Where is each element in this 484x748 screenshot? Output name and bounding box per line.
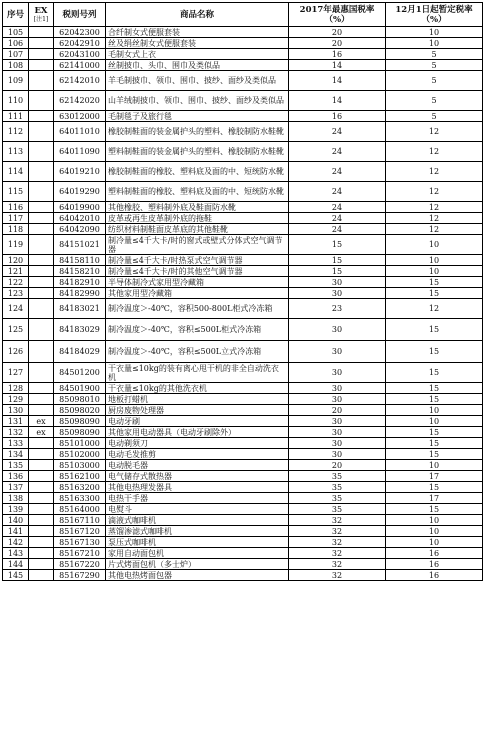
table-row bbox=[3, 162, 483, 182]
row-rate-new: 12 bbox=[386, 213, 483, 224]
row-number: 139 bbox=[3, 504, 29, 515]
row-tariff-code: 85167220 bbox=[54, 559, 106, 570]
row-ex-flag bbox=[29, 570, 54, 581]
row-ex-flag bbox=[29, 142, 54, 162]
row-product-name: 制冷量≤4千大卡/时的窗式或壁式分体式空气调节器 bbox=[106, 235, 289, 255]
row-rate-2017: 15 bbox=[289, 266, 386, 277]
row-number: 131 bbox=[3, 416, 29, 427]
row-rate-2017: 32 bbox=[289, 537, 386, 548]
row-number: 136 bbox=[3, 471, 29, 482]
row-number: 111 bbox=[3, 111, 29, 122]
row-product-name: 电动脱毛器 bbox=[106, 460, 289, 471]
row-product-name: 电动剃须刀 bbox=[106, 438, 289, 449]
row-rate-new: 5 bbox=[386, 60, 483, 71]
row-product-name: 地板打蜡机 bbox=[106, 394, 289, 405]
row-rate-new: 5 bbox=[386, 71, 483, 91]
row-ex-flag bbox=[29, 71, 54, 91]
row-rate-new: 10 bbox=[386, 405, 483, 416]
row-product-name: 滴液式咖啡机 bbox=[106, 515, 289, 526]
row-tariff-code: 64011090 bbox=[54, 142, 106, 162]
row-product-name: 电动毛发推剪 bbox=[106, 449, 289, 460]
row-product-name: 纺织材料制鞋面皮革底的其他鞋靴 bbox=[106, 224, 289, 235]
row-rate-2017: 15 bbox=[289, 255, 386, 266]
table-row bbox=[3, 122, 483, 142]
row-rate-new: 12 bbox=[386, 299, 483, 319]
row-rate-new: 12 bbox=[386, 224, 483, 235]
table-row bbox=[3, 341, 483, 363]
row-tariff-code: 85167110 bbox=[54, 515, 106, 526]
row-number: 116 bbox=[3, 202, 29, 213]
row-rate-new: 12 bbox=[386, 142, 483, 162]
header-ex bbox=[29, 3, 54, 27]
row-rate-2017: 20 bbox=[289, 405, 386, 416]
row-product-name: 橡胶制鞋面的装金属护头的塑料、橡胶制防水鞋靴 bbox=[106, 122, 289, 142]
row-rate-2017: 32 bbox=[289, 526, 386, 537]
table-row bbox=[3, 548, 483, 559]
row-rate-2017: 15 bbox=[289, 235, 386, 255]
header-rate-2017: 2017年最惠国税率（%） bbox=[289, 3, 386, 27]
table-row bbox=[3, 266, 483, 277]
table-row bbox=[3, 71, 483, 91]
row-rate-2017: 32 bbox=[289, 570, 386, 581]
row-product-name: 其他电热理发器具 bbox=[106, 482, 289, 493]
row-rate-new: 16 bbox=[386, 559, 483, 570]
table-row bbox=[3, 526, 483, 537]
table-row bbox=[3, 49, 483, 60]
row-rate-new: 12 bbox=[386, 162, 483, 182]
row-rate-new: 15 bbox=[386, 394, 483, 405]
table-row bbox=[3, 319, 483, 341]
row-product-name: 制冷温度＞-40℃，容积500-800L柜式冷冻箱 bbox=[106, 299, 289, 319]
row-number: 144 bbox=[3, 559, 29, 570]
row-product-name: 丝及绢丝制女式便服套装 bbox=[106, 38, 289, 49]
row-product-name: 干衣量≤10kg的其他洗衣机 bbox=[106, 383, 289, 394]
row-rate-new: 10 bbox=[386, 416, 483, 427]
row-product-name: 电熨斗 bbox=[106, 504, 289, 515]
row-ex-flag bbox=[29, 49, 54, 60]
row-rate-new: 12 bbox=[386, 182, 483, 202]
row-ex-flag bbox=[29, 255, 54, 266]
row-number: 119 bbox=[3, 235, 29, 255]
table-row bbox=[3, 213, 483, 224]
row-tariff-code: 85102000 bbox=[54, 449, 106, 460]
row-tariff-code: 64019290 bbox=[54, 182, 106, 202]
row-tariff-code: 84184029 bbox=[54, 341, 106, 363]
row-product-name: 毛制女式上衣 bbox=[106, 49, 289, 60]
row-tariff-code: 85167290 bbox=[54, 570, 106, 581]
table-row bbox=[3, 111, 483, 122]
row-tariff-code: 85167120 bbox=[54, 526, 106, 537]
row-rate-2017: 30 bbox=[289, 416, 386, 427]
table-row bbox=[3, 277, 483, 288]
row-number: 130 bbox=[3, 405, 29, 416]
table-row bbox=[3, 405, 483, 416]
table-row bbox=[3, 394, 483, 405]
row-tariff-code: 85167130 bbox=[54, 537, 106, 548]
table-row bbox=[3, 460, 483, 471]
row-tariff-code: 84501200 bbox=[54, 363, 106, 383]
row-ex-flag bbox=[29, 394, 54, 405]
row-number: 141 bbox=[3, 526, 29, 537]
row-rate-new: 12 bbox=[386, 122, 483, 142]
row-rate-new: 16 bbox=[386, 570, 483, 581]
row-rate-new: 10 bbox=[386, 235, 483, 255]
row-rate-2017: 24 bbox=[289, 162, 386, 182]
row-rate-new: 15 bbox=[386, 383, 483, 394]
row-ex-flag bbox=[29, 38, 54, 49]
row-ex-flag: ex bbox=[29, 416, 54, 427]
header-ex-label: EX bbox=[34, 6, 48, 16]
row-number: 122 bbox=[3, 277, 29, 288]
row-ex-flag: ex bbox=[29, 427, 54, 438]
row-ex-flag bbox=[29, 122, 54, 142]
row-number: 117 bbox=[3, 213, 29, 224]
row-rate-new: 15 bbox=[386, 277, 483, 288]
row-rate-2017: 20 bbox=[289, 460, 386, 471]
row-tariff-code: 63012000 bbox=[54, 111, 106, 122]
row-number: 134 bbox=[3, 449, 29, 460]
row-ex-flag bbox=[29, 91, 54, 111]
row-rate-new: 17 bbox=[386, 493, 483, 504]
row-rate-new: 10 bbox=[386, 515, 483, 526]
row-product-name: 片式烤面包机（多士炉） bbox=[106, 559, 289, 570]
row-number: 132 bbox=[3, 427, 29, 438]
row-number: 125 bbox=[3, 319, 29, 341]
table-row bbox=[3, 299, 483, 319]
row-number: 115 bbox=[3, 182, 29, 202]
row-number: 112 bbox=[3, 122, 29, 142]
row-ex-flag bbox=[29, 111, 54, 122]
row-rate-new: 15 bbox=[386, 341, 483, 363]
row-ex-flag bbox=[29, 162, 54, 182]
table-row bbox=[3, 383, 483, 394]
table-row bbox=[3, 482, 483, 493]
row-tariff-code: 84158110 bbox=[54, 255, 106, 266]
row-rate-new: 5 bbox=[386, 49, 483, 60]
row-rate-new: 15 bbox=[386, 427, 483, 438]
row-rate-2017: 30 bbox=[289, 394, 386, 405]
row-tariff-code: 85098020 bbox=[54, 405, 106, 416]
row-ex-flag bbox=[29, 266, 54, 277]
row-tariff-code: 64019210 bbox=[54, 162, 106, 182]
row-rate-new: 15 bbox=[386, 449, 483, 460]
row-tariff-code: 62142020 bbox=[54, 91, 106, 111]
row-ex-flag bbox=[29, 449, 54, 460]
row-rate-new: 15 bbox=[386, 319, 483, 341]
row-product-name: 塑料制鞋面的装金属护头的塑料、橡胶制防水鞋靴 bbox=[106, 142, 289, 162]
row-number: 145 bbox=[3, 570, 29, 581]
table-row bbox=[3, 202, 483, 213]
row-product-name: 干衣量≤10kg的装有离心甩干机的非全自动洗衣机 bbox=[106, 363, 289, 383]
header-no: 序号 bbox=[3, 3, 29, 27]
row-product-name: 厨房废物处理器 bbox=[106, 405, 289, 416]
row-product-name: 制冷量≤4千大卡/时的其他空气调节器 bbox=[106, 266, 289, 277]
row-product-name: 制冷温度＞-40℃，容积≤500L立式冷冻箱 bbox=[106, 341, 289, 363]
table-row bbox=[3, 363, 483, 383]
row-rate-2017: 14 bbox=[289, 71, 386, 91]
row-number: 113 bbox=[3, 142, 29, 162]
row-number: 124 bbox=[3, 299, 29, 319]
row-ex-flag bbox=[29, 460, 54, 471]
row-rate-2017: 24 bbox=[289, 202, 386, 213]
row-tariff-code: 64042090 bbox=[54, 224, 106, 235]
row-rate-2017: 30 bbox=[289, 438, 386, 449]
row-number: 128 bbox=[3, 383, 29, 394]
row-rate-2017: 24 bbox=[289, 142, 386, 162]
row-tariff-code: 62042910 bbox=[54, 38, 106, 49]
row-product-name: 蒸馏渗滤式咖啡机 bbox=[106, 526, 289, 537]
row-tariff-code: 64042010 bbox=[54, 213, 106, 224]
row-rate-new: 10 bbox=[386, 526, 483, 537]
row-ex-flag bbox=[29, 537, 54, 548]
row-number: 142 bbox=[3, 537, 29, 548]
header-code: 税则号列 bbox=[54, 3, 106, 27]
header-ex-note: [注1] bbox=[33, 16, 49, 23]
row-tariff-code: 64011010 bbox=[54, 122, 106, 142]
table-row bbox=[3, 515, 483, 526]
row-tariff-code: 85167210 bbox=[54, 548, 106, 559]
table-row bbox=[3, 427, 483, 438]
row-rate-2017: 30 bbox=[289, 288, 386, 299]
row-ex-flag bbox=[29, 438, 54, 449]
row-rate-2017: 30 bbox=[289, 363, 386, 383]
row-number: 121 bbox=[3, 266, 29, 277]
row-product-name: 其他橡胶、塑料制外底及鞋面防水靴 bbox=[106, 202, 289, 213]
row-number: 108 bbox=[3, 60, 29, 71]
table-row bbox=[3, 570, 483, 581]
row-product-name: 制冷量≤4千大卡/时热泵式空气调节器 bbox=[106, 255, 289, 266]
row-tariff-code: 62042300 bbox=[54, 27, 106, 38]
row-rate-2017: 24 bbox=[289, 182, 386, 202]
header-row bbox=[3, 3, 483, 27]
row-tariff-code: 64019900 bbox=[54, 202, 106, 213]
row-ex-flag bbox=[29, 277, 54, 288]
row-rate-2017: 35 bbox=[289, 493, 386, 504]
row-rate-2017: 32 bbox=[289, 515, 386, 526]
row-rate-2017: 20 bbox=[289, 27, 386, 38]
row-rate-2017: 16 bbox=[289, 111, 386, 122]
row-rate-2017: 14 bbox=[289, 91, 386, 111]
row-ex-flag bbox=[29, 526, 54, 537]
row-rate-new: 16 bbox=[386, 548, 483, 559]
row-ex-flag bbox=[29, 363, 54, 383]
row-tariff-code: 85164000 bbox=[54, 504, 106, 515]
header-rate-new: 12月1日起暂定税率（%） bbox=[386, 3, 483, 27]
row-ex-flag bbox=[29, 288, 54, 299]
row-rate-2017: 35 bbox=[289, 471, 386, 482]
row-rate-2017: 30 bbox=[289, 427, 386, 438]
row-product-name: 电动牙刷 bbox=[106, 416, 289, 427]
row-tariff-code: 84182990 bbox=[54, 288, 106, 299]
table-row bbox=[3, 438, 483, 449]
row-number: 127 bbox=[3, 363, 29, 383]
row-number: 133 bbox=[3, 438, 29, 449]
row-number: 135 bbox=[3, 460, 29, 471]
row-rate-2017: 30 bbox=[289, 277, 386, 288]
row-ex-flag bbox=[29, 319, 54, 341]
row-rate-2017: 32 bbox=[289, 559, 386, 570]
row-ex-flag bbox=[29, 60, 54, 71]
row-rate-2017: 35 bbox=[289, 482, 386, 493]
row-product-name: 泵压式咖啡机 bbox=[106, 537, 289, 548]
row-ex-flag bbox=[29, 405, 54, 416]
table-row bbox=[3, 182, 483, 202]
row-rate-new: 12 bbox=[386, 202, 483, 213]
table-row bbox=[3, 27, 483, 38]
row-number: 106 bbox=[3, 38, 29, 49]
row-ex-flag bbox=[29, 471, 54, 482]
row-product-name: 塑料制鞋面的橡胶、塑料底及面的中、短统防水靴 bbox=[106, 182, 289, 202]
row-product-name: 家用自动面包机 bbox=[106, 548, 289, 559]
row-number: 109 bbox=[3, 71, 29, 91]
table-row bbox=[3, 449, 483, 460]
row-product-name: 皮革或再生皮革制外底的拖鞋 bbox=[106, 213, 289, 224]
table-row bbox=[3, 235, 483, 255]
row-ex-flag bbox=[29, 202, 54, 213]
row-ex-flag bbox=[29, 383, 54, 394]
row-tariff-code: 85098090 bbox=[54, 427, 106, 438]
row-product-name: 电气储存式散热器 bbox=[106, 471, 289, 482]
row-tariff-code: 85101000 bbox=[54, 438, 106, 449]
row-number: 138 bbox=[3, 493, 29, 504]
row-rate-new: 10 bbox=[386, 255, 483, 266]
row-rate-2017: 24 bbox=[289, 122, 386, 142]
table-row bbox=[3, 91, 483, 111]
table-row bbox=[3, 416, 483, 427]
row-tariff-code: 84182910 bbox=[54, 277, 106, 288]
row-rate-2017: 14 bbox=[289, 60, 386, 71]
row-tariff-code: 85162100 bbox=[54, 471, 106, 482]
row-ex-flag bbox=[29, 224, 54, 235]
row-rate-new: 10 bbox=[386, 460, 483, 471]
row-ex-flag bbox=[29, 182, 54, 202]
row-number: 129 bbox=[3, 394, 29, 405]
row-rate-new: 15 bbox=[386, 504, 483, 515]
row-rate-2017: 30 bbox=[289, 319, 386, 341]
row-rate-2017: 35 bbox=[289, 504, 386, 515]
row-rate-new: 15 bbox=[386, 482, 483, 493]
row-number: 120 bbox=[3, 255, 29, 266]
row-number: 137 bbox=[3, 482, 29, 493]
row-number: 140 bbox=[3, 515, 29, 526]
row-rate-new: 10 bbox=[386, 38, 483, 49]
row-ex-flag bbox=[29, 493, 54, 504]
row-rate-new: 10 bbox=[386, 537, 483, 548]
row-product-name: 山羊绒制披巾、领巾、围巾、披纱、面纱及类似品 bbox=[106, 91, 289, 111]
row-ex-flag bbox=[29, 504, 54, 515]
row-rate-2017: 16 bbox=[289, 49, 386, 60]
row-rate-2017: 23 bbox=[289, 299, 386, 319]
row-tariff-code: 62141000 bbox=[54, 60, 106, 71]
row-product-name: 羊毛制披巾、领巾、围巾、披纱、面纱及类似品 bbox=[106, 71, 289, 91]
table-row bbox=[3, 255, 483, 266]
table-row bbox=[3, 224, 483, 235]
row-tariff-code: 62043100 bbox=[54, 49, 106, 60]
row-tariff-code: 85163300 bbox=[54, 493, 106, 504]
row-rate-new: 5 bbox=[386, 91, 483, 111]
row-rate-2017: 24 bbox=[289, 213, 386, 224]
row-rate-new: 15 bbox=[386, 363, 483, 383]
row-product-name: 丝制披巾、头巾、围巾及类似品 bbox=[106, 60, 289, 71]
table-row bbox=[3, 471, 483, 482]
row-tariff-code: 62142010 bbox=[54, 71, 106, 91]
row-number: 105 bbox=[3, 27, 29, 38]
row-rate-2017: 30 bbox=[289, 341, 386, 363]
row-product-name: 毛制毯子及旅行毯 bbox=[106, 111, 289, 122]
row-ex-flag bbox=[29, 235, 54, 255]
row-number: 126 bbox=[3, 341, 29, 363]
row-product-name: 电热干手器 bbox=[106, 493, 289, 504]
table-row bbox=[3, 537, 483, 548]
row-rate-new: 10 bbox=[386, 27, 483, 38]
row-product-name: 合纤制女式便服套装 bbox=[106, 27, 289, 38]
row-rate-2017: 24 bbox=[289, 224, 386, 235]
row-number: 114 bbox=[3, 162, 29, 182]
table-row bbox=[3, 504, 483, 515]
table-body bbox=[3, 27, 483, 581]
row-product-name: 其他电热烤面包器 bbox=[106, 570, 289, 581]
row-rate-new: 5 bbox=[386, 111, 483, 122]
table-row bbox=[3, 38, 483, 49]
table-row bbox=[3, 142, 483, 162]
row-tariff-code: 84183029 bbox=[54, 319, 106, 341]
row-product-name: 制冷温度＞-40℃，容积≤500L柜式冷冻箱 bbox=[106, 319, 289, 341]
row-number: 118 bbox=[3, 224, 29, 235]
row-ex-flag bbox=[29, 341, 54, 363]
row-rate-new: 17 bbox=[386, 471, 483, 482]
table-row bbox=[3, 60, 483, 71]
row-rate-2017: 20 bbox=[289, 38, 386, 49]
row-number: 123 bbox=[3, 288, 29, 299]
row-rate-new: 15 bbox=[386, 438, 483, 449]
row-rate-2017: 32 bbox=[289, 548, 386, 559]
row-number: 107 bbox=[3, 49, 29, 60]
row-product-name: 半导体制冷式家用型冷藏箱 bbox=[106, 277, 289, 288]
row-tariff-code: 85098090 bbox=[54, 416, 106, 427]
row-rate-new: 10 bbox=[386, 266, 483, 277]
row-ex-flag bbox=[29, 548, 54, 559]
row-tariff-code: 84183021 bbox=[54, 299, 106, 319]
row-tariff-code: 85103000 bbox=[54, 460, 106, 471]
row-ex-flag bbox=[29, 299, 54, 319]
row-ex-flag bbox=[29, 482, 54, 493]
row-tariff-code: 84501900 bbox=[54, 383, 106, 394]
row-rate-new: 15 bbox=[386, 288, 483, 299]
row-ex-flag bbox=[29, 213, 54, 224]
row-ex-flag bbox=[29, 515, 54, 526]
row-tariff-code: 84158210 bbox=[54, 266, 106, 277]
row-tariff-code: 85163200 bbox=[54, 482, 106, 493]
header-name: 商品名称 bbox=[106, 3, 289, 27]
row-rate-2017: 30 bbox=[289, 449, 386, 460]
row-product-name: 橡胶制鞋面的橡胶、塑料底及面的中、短统防水靴 bbox=[106, 162, 289, 182]
row-tariff-code: 85098010 bbox=[54, 394, 106, 405]
table-row bbox=[3, 493, 483, 504]
row-tariff-code: 84151021 bbox=[54, 235, 106, 255]
row-rate-2017: 30 bbox=[289, 383, 386, 394]
tariff-table bbox=[2, 2, 483, 581]
table-row bbox=[3, 288, 483, 299]
row-ex-flag bbox=[29, 27, 54, 38]
row-product-name: 其他家用型冷藏箱 bbox=[106, 288, 289, 299]
table-row bbox=[3, 559, 483, 570]
row-ex-flag bbox=[29, 559, 54, 570]
row-product-name: 其他家用电动器具（电动牙刷除外） bbox=[106, 427, 289, 438]
row-number: 143 bbox=[3, 548, 29, 559]
row-number: 110 bbox=[3, 91, 29, 111]
